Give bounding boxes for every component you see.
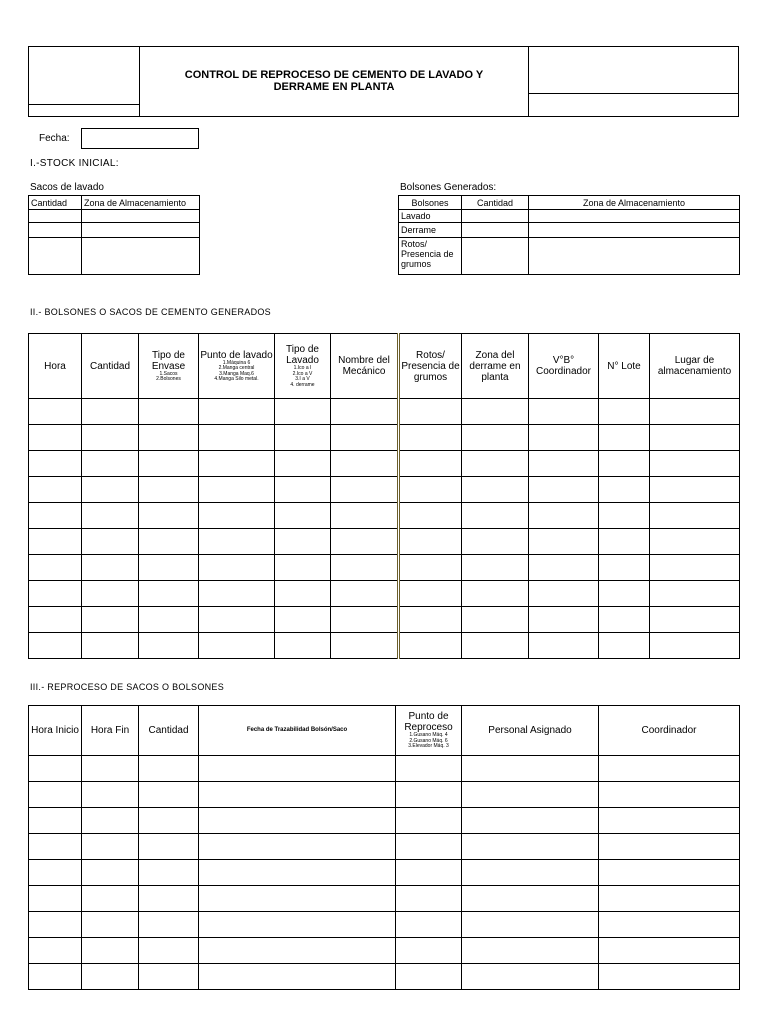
table-cell[interactable] (139, 633, 199, 659)
table-cell[interactable] (462, 938, 599, 964)
table-cell[interactable] (529, 238, 740, 275)
fecha-label: Fecha: (39, 133, 70, 144)
table-cell[interactable] (462, 964, 599, 990)
punto-reproceso-opt: 2.Gusano Máq. 6 (409, 737, 448, 744)
table-cell[interactable] (599, 607, 650, 633)
table-cell[interactable] (650, 451, 740, 477)
table-cell[interactable] (331, 607, 399, 633)
table-cell[interactable] (396, 860, 462, 886)
col-lote: N° Lote (599, 334, 650, 399)
table-cell[interactable] (462, 223, 529, 238)
table-cell[interactable] (462, 607, 529, 633)
table-cell[interactable] (599, 633, 650, 659)
bolsones-title: Bolsones Generados: (400, 182, 497, 193)
table-cell[interactable] (139, 477, 199, 503)
table-cell[interactable] (462, 633, 529, 659)
table-cell[interactable] (29, 756, 82, 782)
table-cell[interactable] (199, 808, 396, 834)
table-cell[interactable] (650, 607, 740, 633)
table-cell[interactable] (29, 964, 82, 990)
sacos-title: Sacos de lavado (30, 182, 104, 193)
table-cell[interactable] (529, 210, 740, 223)
table-row (29, 756, 740, 782)
table-cell[interactable] (29, 808, 82, 834)
table-cell[interactable] (599, 886, 740, 912)
table-cell[interactable] (399, 425, 462, 451)
table-cell[interactable] (82, 210, 200, 223)
table-cell[interactable] (599, 964, 740, 990)
table-row (29, 782, 740, 808)
table-cell[interactable] (29, 938, 82, 964)
table-cell[interactable] (139, 425, 199, 451)
table-cell[interactable] (650, 425, 740, 451)
table-cell[interactable] (82, 860, 139, 886)
table-row (29, 860, 740, 886)
table-cell[interactable] (462, 529, 529, 555)
sacos-table (28, 195, 200, 275)
table-cell[interactable] (599, 756, 740, 782)
table-cell[interactable] (599, 477, 650, 503)
table-cell[interactable] (331, 529, 399, 555)
table-cell[interactable] (650, 399, 740, 425)
table-cell[interactable] (82, 808, 139, 834)
table-cell[interactable] (399, 555, 462, 581)
col-zona: Zona de Almacenamiento (82, 196, 200, 210)
table-cell[interactable] (29, 425, 82, 451)
col-cantidad: Cantidad (29, 196, 82, 210)
table-cell[interactable] (399, 581, 462, 607)
table-row (29, 425, 740, 451)
table-cell[interactable] (82, 451, 139, 477)
punto-lavado-label: Punto de lavado (200, 349, 273, 361)
table-cell[interactable] (399, 529, 462, 555)
table-cell[interactable] (331, 477, 399, 503)
table-cell[interactable] (199, 938, 396, 964)
table-cell[interactable] (139, 782, 199, 808)
table-cell[interactable] (396, 886, 462, 912)
row-label-derrame: Derrame (399, 223, 462, 238)
table-cell[interactable] (650, 581, 740, 607)
tipo-envase-opt: 1.Sacos (159, 370, 178, 377)
table-cell[interactable] (399, 477, 462, 503)
table-cell[interactable] (399, 399, 462, 425)
punto-reproceso-opt: 1.Gusano Máq. 4 (409, 732, 448, 739)
table-cell[interactable] (275, 529, 331, 555)
table-cell[interactable] (139, 399, 199, 425)
table-cell[interactable] (82, 633, 139, 659)
table-cell[interactable] (139, 607, 199, 633)
table-cell[interactable] (29, 607, 82, 633)
col-rotos: Rotos/ Presencia de grumos (399, 334, 462, 399)
table-cell[interactable] (396, 808, 462, 834)
table-cell[interactable] (599, 425, 650, 451)
table-cell[interactable] (82, 607, 139, 633)
table-cell[interactable] (650, 555, 740, 581)
table-cell[interactable] (139, 581, 199, 607)
punto-lavado-opt: 4.Manga Silo metal. (214, 376, 259, 382)
table-cell[interactable] (599, 399, 650, 425)
table-cell[interactable] (199, 912, 396, 938)
table-cell[interactable] (29, 529, 82, 555)
tipo-envase-opt: 2.Bolsones (156, 376, 181, 382)
table-cell[interactable] (599, 808, 740, 834)
table-cell[interactable] (82, 503, 139, 529)
table-cell[interactable] (462, 808, 599, 834)
table-cell[interactable] (275, 607, 331, 633)
table-cell[interactable] (650, 529, 740, 555)
tipo-lavado-opt: 2.Ico a V (292, 370, 313, 377)
table-cell[interactable] (275, 477, 331, 503)
table-cell[interactable] (462, 451, 529, 477)
table-cell[interactable] (462, 756, 599, 782)
table-row (29, 451, 740, 477)
table-cell[interactable] (399, 607, 462, 633)
table-cell[interactable] (199, 756, 396, 782)
punto-lavado-opt: 1.Máquina 6 (222, 359, 251, 366)
table-cell[interactable] (82, 555, 139, 581)
table-row (29, 555, 740, 581)
table-cell[interactable] (396, 964, 462, 990)
section1-title: I.-STOCK INICIAL: (30, 158, 119, 169)
table-cell[interactable] (29, 555, 82, 581)
table-cell[interactable] (462, 782, 599, 808)
table-cell[interactable] (29, 912, 82, 938)
table-cell[interactable] (139, 886, 199, 912)
tipo-envase-label: Tipo de Envase (151, 349, 186, 372)
col-mecanico: Nombre del Mecánico (331, 334, 399, 399)
table-cell[interactable] (199, 886, 396, 912)
table-cell[interactable] (396, 834, 462, 860)
table-cell[interactable] (599, 555, 650, 581)
table-cell[interactable] (29, 860, 82, 886)
table-cell[interactable] (29, 782, 82, 808)
table-cell[interactable] (29, 210, 82, 223)
table-cell[interactable] (331, 633, 399, 659)
table-cell[interactable] (29, 477, 82, 503)
table-cell[interactable] (396, 912, 462, 938)
table-cell[interactable] (529, 503, 599, 529)
table-cell[interactable] (462, 860, 599, 886)
table-cell[interactable] (462, 886, 599, 912)
table-cell[interactable] (396, 782, 462, 808)
header-logo-cell (29, 47, 140, 116)
col-tipo-envase (139, 334, 199, 399)
table-cell[interactable] (529, 581, 599, 607)
table-cell[interactable] (199, 451, 275, 477)
table-row (29, 477, 740, 503)
tipo-lavado-label: Tipo de Lavado (286, 344, 319, 366)
header-box (28, 46, 739, 117)
table-cell[interactable] (82, 938, 139, 964)
punto-reproceso-opt: 3.Elevador Máq. 3 (408, 743, 449, 750)
punto-lavado-opt: 2.Manga central (218, 365, 255, 371)
table-cell[interactable] (462, 581, 529, 607)
col-cantidad: Cantidad (139, 706, 199, 756)
table-cell[interactable] (139, 808, 199, 834)
table-cell[interactable] (139, 756, 199, 782)
table-cell[interactable] (29, 238, 82, 275)
table-cell[interactable] (599, 529, 650, 555)
table-cell[interactable] (199, 964, 396, 990)
reproceso-body (29, 756, 740, 990)
table-cell[interactable] (82, 238, 200, 275)
table-cell[interactable] (462, 425, 529, 451)
table-cell[interactable] (462, 834, 599, 860)
table-row (29, 581, 740, 607)
table-cell[interactable] (199, 633, 275, 659)
table-cell[interactable] (139, 912, 199, 938)
table-cell[interactable] (199, 581, 275, 607)
table-cell[interactable] (331, 451, 399, 477)
table-cell[interactable] (29, 886, 82, 912)
table-cell[interactable] (82, 223, 200, 238)
col-personal: Personal Asignado (462, 706, 599, 756)
table-cell[interactable] (139, 503, 199, 529)
table-cell[interactable] (462, 238, 529, 275)
table-row (29, 503, 740, 529)
table-cell[interactable] (396, 938, 462, 964)
table-cell[interactable] (82, 529, 139, 555)
col-vb-coordinador: V°B° Coordinador (529, 334, 599, 399)
table-cell[interactable] (199, 425, 275, 451)
table-cell[interactable] (529, 399, 599, 425)
table-row (29, 938, 740, 964)
fecha-field[interactable] (81, 128, 199, 149)
table-cell[interactable] (331, 581, 399, 607)
punto-reproceso-label: Punto de Reproceso (404, 711, 453, 734)
table-cell[interactable] (29, 399, 82, 425)
table-cell[interactable] (331, 555, 399, 581)
table-cell[interactable] (199, 529, 275, 555)
header-right-divider (528, 93, 738, 94)
table-cell[interactable] (199, 782, 396, 808)
table-cell[interactable] (139, 555, 199, 581)
table-row (29, 529, 740, 555)
generados-table (28, 333, 740, 659)
tipo-lavado-opt: 4. derrame (290, 381, 315, 388)
table-cell[interactable] (139, 964, 199, 990)
table-cell[interactable] (331, 503, 399, 529)
table-row (29, 633, 740, 659)
row-label-rotos: Rotos/ Presencia de grumos (399, 238, 462, 275)
col-tipo-lavado (275, 334, 331, 399)
table-cell[interactable] (275, 555, 331, 581)
table-cell[interactable] (599, 938, 740, 964)
table-cell[interactable] (399, 633, 462, 659)
table-cell[interactable] (275, 451, 331, 477)
table-cell[interactable] (650, 633, 740, 659)
row-label-lavado: Lavado (399, 210, 462, 223)
table-cell[interactable] (462, 477, 529, 503)
table-cell[interactable] (29, 451, 82, 477)
table-cell[interactable] (599, 503, 650, 529)
table-cell[interactable] (529, 451, 599, 477)
table-cell[interactable] (199, 607, 275, 633)
table-cell[interactable] (275, 581, 331, 607)
table-cell[interactable] (462, 555, 529, 581)
title-line-2: DERRAME EN PLANTA (273, 81, 395, 93)
table-row (29, 964, 740, 990)
col-hora: Hora (29, 334, 82, 399)
table-cell[interactable] (399, 451, 462, 477)
bolsones-table (398, 195, 740, 275)
table-row (29, 399, 740, 425)
table-cell[interactable] (462, 399, 529, 425)
header-logo-subcell (29, 104, 140, 105)
table-row (29, 834, 740, 860)
punto-lavado-opt: 3.Manga Maq.6 (219, 370, 254, 377)
section2-title: II.- BOLSONES O SACOS DE CEMENTO GENERADOS (30, 307, 271, 317)
title-line-1: CONTROL DE REPROCESO DE CEMENTO DE LAVADO Y (184, 69, 484, 81)
table-row (29, 886, 740, 912)
table-cell[interactable] (529, 529, 599, 555)
col-bolsones: Bolsones (399, 196, 462, 210)
table-cell[interactable] (199, 477, 275, 503)
table-cell[interactable] (199, 834, 396, 860)
table-cell[interactable] (82, 964, 139, 990)
table-cell[interactable] (462, 912, 599, 938)
table-cell[interactable] (529, 555, 599, 581)
table-cell[interactable] (139, 860, 199, 886)
table-cell[interactable] (275, 633, 331, 659)
table-cell[interactable] (599, 912, 740, 938)
col-hora-fin: Hora Fin (82, 706, 139, 756)
table-cell[interactable] (599, 860, 740, 886)
table-cell[interactable] (139, 834, 199, 860)
table-cell[interactable] (82, 477, 139, 503)
table-cell[interactable] (199, 555, 275, 581)
table-row (29, 808, 740, 834)
table-cell[interactable] (29, 581, 82, 607)
table-cell[interactable] (139, 938, 199, 964)
table-cell[interactable] (396, 756, 462, 782)
table-cell[interactable] (529, 425, 599, 451)
col-cantidad: Cantidad (82, 334, 139, 399)
table-cell[interactable] (29, 223, 82, 238)
table-cell[interactable] (199, 860, 396, 886)
table-row (29, 912, 740, 938)
generados-body (29, 399, 740, 659)
table-cell[interactable] (82, 425, 139, 451)
table-cell[interactable] (199, 503, 275, 529)
table-cell[interactable] (462, 503, 529, 529)
table-cell[interactable] (29, 503, 82, 529)
table-cell[interactable] (275, 399, 331, 425)
table-cell[interactable] (275, 503, 331, 529)
table-cell[interactable] (29, 834, 82, 860)
table-cell[interactable] (82, 399, 139, 425)
table-cell[interactable] (331, 399, 399, 425)
col-fecha-trazabilidad: Fecha de Trazabilidad Bolsón/Saco (199, 706, 396, 756)
table-cell[interactable] (82, 581, 139, 607)
table-cell[interactable] (529, 607, 599, 633)
col-coordinador: Coordinador (599, 706, 740, 756)
table-cell[interactable] (599, 581, 650, 607)
tipo-lavado-opt: 3.I a V (295, 376, 310, 382)
table-cell[interactable] (139, 451, 199, 477)
table-cell[interactable] (82, 886, 139, 912)
tipo-lavado-opt: 1.Ico a I (293, 365, 312, 371)
table-row (29, 607, 740, 633)
table-cell[interactable] (529, 223, 740, 238)
table-cell[interactable] (599, 451, 650, 477)
table-cell[interactable] (650, 477, 740, 503)
col-lugar: Lugar de almacenamiento (650, 334, 740, 399)
table-cell[interactable] (139, 529, 199, 555)
page-title (140, 69, 528, 93)
table-cell[interactable] (529, 477, 599, 503)
table-cell[interactable] (599, 782, 740, 808)
header-right-cell (528, 47, 738, 116)
table-cell[interactable] (82, 912, 139, 938)
col-hora-inicio: Hora Inicio (29, 706, 82, 756)
table-cell[interactable] (199, 399, 275, 425)
col-zona: Zona de Almacenamiento (529, 196, 740, 210)
table-cell[interactable] (399, 503, 462, 529)
table-cell[interactable] (650, 503, 740, 529)
reproceso-table (28, 705, 740, 990)
col-punto-lavado (199, 334, 275, 399)
col-punto-reproceso (396, 706, 462, 756)
table-cell[interactable] (82, 782, 139, 808)
col-cantidad: Cantidad (462, 196, 529, 210)
table-cell[interactable] (599, 834, 740, 860)
table-cell[interactable] (82, 834, 139, 860)
table-cell[interactable] (331, 425, 399, 451)
section3-title: III.- REPROCESO DE SACOS O BOLSONES (30, 682, 225, 692)
table-cell[interactable] (462, 210, 529, 223)
table-cell[interactable] (29, 633, 82, 659)
table-cell[interactable] (275, 425, 331, 451)
table-cell[interactable] (529, 633, 599, 659)
table-cell[interactable] (82, 756, 139, 782)
col-zona-derrame: Zona del derrame en planta (462, 334, 529, 399)
